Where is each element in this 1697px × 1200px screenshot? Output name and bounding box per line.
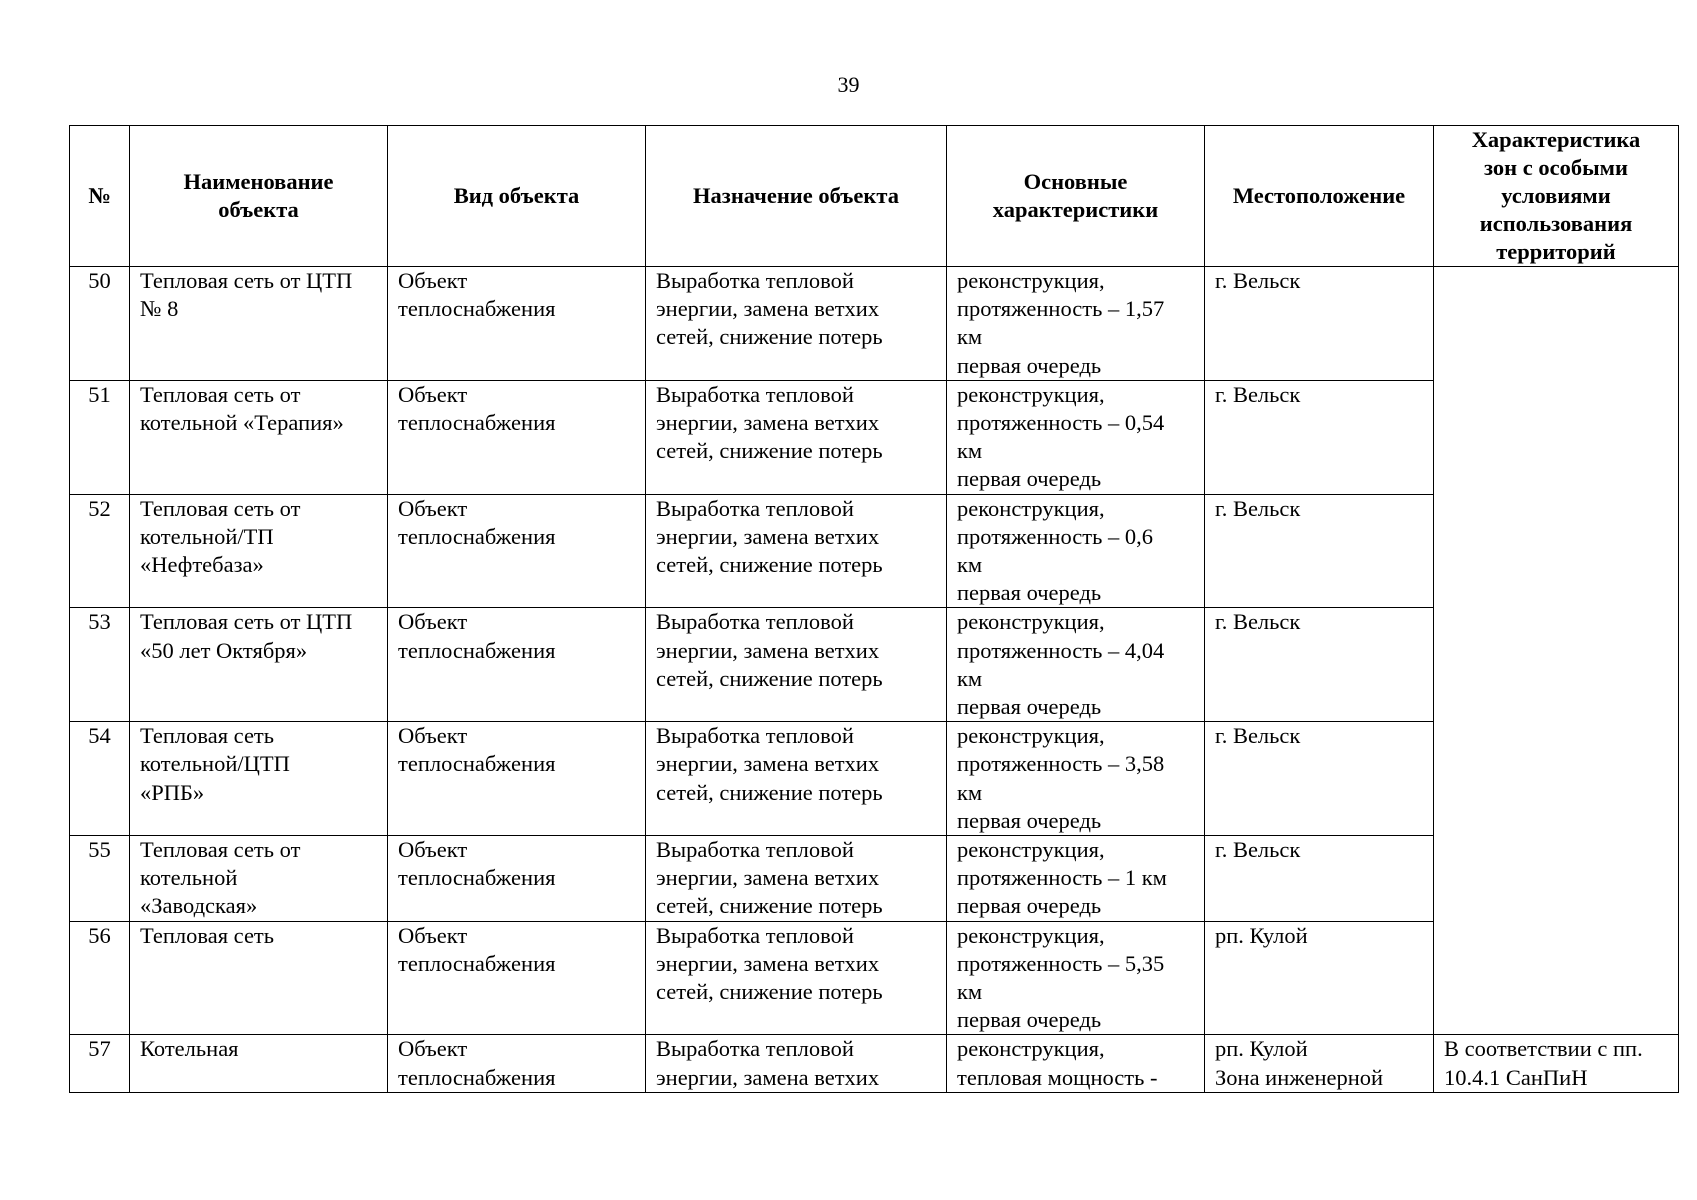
cell-characteristics: реконструкция, протяженность – 4,04 км первая очередь	[947, 608, 1205, 722]
cell-purpose: Выработка тепловой энергии, замена ветхих сетей, снижение потерь	[646, 836, 947, 922]
cell-kind: Объект теплоснабжения	[388, 380, 646, 494]
header-location: Местоположение	[1205, 126, 1434, 267]
cell-location: г. Вельск	[1205, 267, 1434, 381]
cell-characteristics: реконструкция, тепловая мощность -	[947, 1035, 1205, 1092]
cell-name: Котельная	[130, 1035, 388, 1092]
cell-purpose: Выработка тепловой энергии, замена ветхих	[646, 1035, 947, 1092]
cell-purpose: Выработка тепловой энергии, замена ветхих сетей, снижение потерь	[646, 267, 947, 381]
cell-zones-merged	[1434, 267, 1679, 1035]
cell-num: 53	[70, 608, 130, 722]
cell-name: Тепловая сеть от котельной/ТП «Нефтебаза»	[130, 494, 388, 608]
cell-location: рп. Кулой Зона инженерной	[1205, 1035, 1434, 1092]
cell-kind: Объект теплоснабжения	[388, 608, 646, 722]
table-row	[70, 267, 1679, 381]
cell-kind: Объект теплоснабжения	[388, 836, 646, 922]
cell-name: Тепловая сеть от ЦТП «50 лет Октября»	[130, 608, 388, 722]
cell-purpose: Выработка тепловой энергии, замена ветхих сетей, снижение потерь	[646, 722, 947, 836]
header-purpose: Назначение объекта	[646, 126, 947, 267]
header-name: Наименование объекта	[130, 126, 388, 267]
cell-name: Тепловая сеть от котельной «Терапия»	[130, 380, 388, 494]
cell-location: г. Вельск	[1205, 608, 1434, 722]
cell-name: Тепловая сеть котельной/ЦТП «РПБ»	[130, 722, 388, 836]
header-zones: Характеристика зон с особыми условиями использования территорий	[1434, 126, 1679, 267]
cell-num: 55	[70, 836, 130, 922]
cell-purpose: Выработка тепловой энергии, замена ветхих сетей, снижение потерь	[646, 380, 947, 494]
cell-num: 50	[70, 267, 130, 381]
table-row	[70, 1035, 1679, 1092]
cell-purpose: Выработка тепловой энергии, замена ветхих сетей, снижение потерь	[646, 494, 947, 608]
cell-characteristics: реконструкция, протяженность – 0,54 км первая очередь	[947, 380, 1205, 494]
cell-kind: Объект теплоснабжения	[388, 494, 646, 608]
cell-location: рп. Кулой	[1205, 921, 1434, 1035]
cell-num: 51	[70, 380, 130, 494]
cell-purpose: Выработка тепловой энергии, замена ветхих сетей, снижение потерь	[646, 608, 947, 722]
cell-num: 57	[70, 1035, 130, 1092]
cell-kind: Объект теплоснабжения	[388, 1035, 646, 1092]
cell-num: 56	[70, 921, 130, 1035]
table-header-row	[70, 126, 1679, 267]
header-num: №	[70, 126, 130, 267]
header-characteristics: Основные характеристики	[947, 126, 1205, 267]
objects-table	[69, 125, 1679, 1093]
cell-characteristics: реконструкция, протяженность – 3,58 км первая очередь	[947, 722, 1205, 836]
page-number: 39	[837, 72, 860, 97]
cell-name: Тепловая сеть от котельной «Заводская»	[130, 836, 388, 922]
cell-location: г. Вельск	[1205, 836, 1434, 922]
cell-location: г. Вельск	[1205, 494, 1434, 608]
cell-num: 54	[70, 722, 130, 836]
cell-characteristics: реконструкция, протяженность – 1,57 км первая очередь	[947, 267, 1205, 381]
cell-name: Тепловая сеть от ЦТП № 8	[130, 267, 388, 381]
cell-kind: Объект теплоснабжения	[388, 722, 646, 836]
cell-location: г. Вельск	[1205, 380, 1434, 494]
cell-location: г. Вельск	[1205, 722, 1434, 836]
header-kind: Вид объекта	[388, 126, 646, 267]
cell-characteristics: реконструкция, протяженность – 0,6 км первая очередь	[947, 494, 1205, 608]
cell-kind: Объект теплоснабжения	[388, 921, 646, 1035]
cell-characteristics: реконструкция, протяженность – 1 км первая очередь	[947, 836, 1205, 922]
cell-num: 52	[70, 494, 130, 608]
cell-purpose: Выработка тепловой энергии, замена ветхих сетей, снижение потерь	[646, 921, 947, 1035]
cell-name: Тепловая сеть	[130, 921, 388, 1035]
cell-zones: В соответствии с пп. 10.4.1 СанПиН	[1434, 1035, 1679, 1092]
cell-characteristics: реконструкция, протяженность – 5,35 км первая очередь	[947, 921, 1205, 1035]
cell-kind: Объект теплоснабжения	[388, 267, 646, 381]
